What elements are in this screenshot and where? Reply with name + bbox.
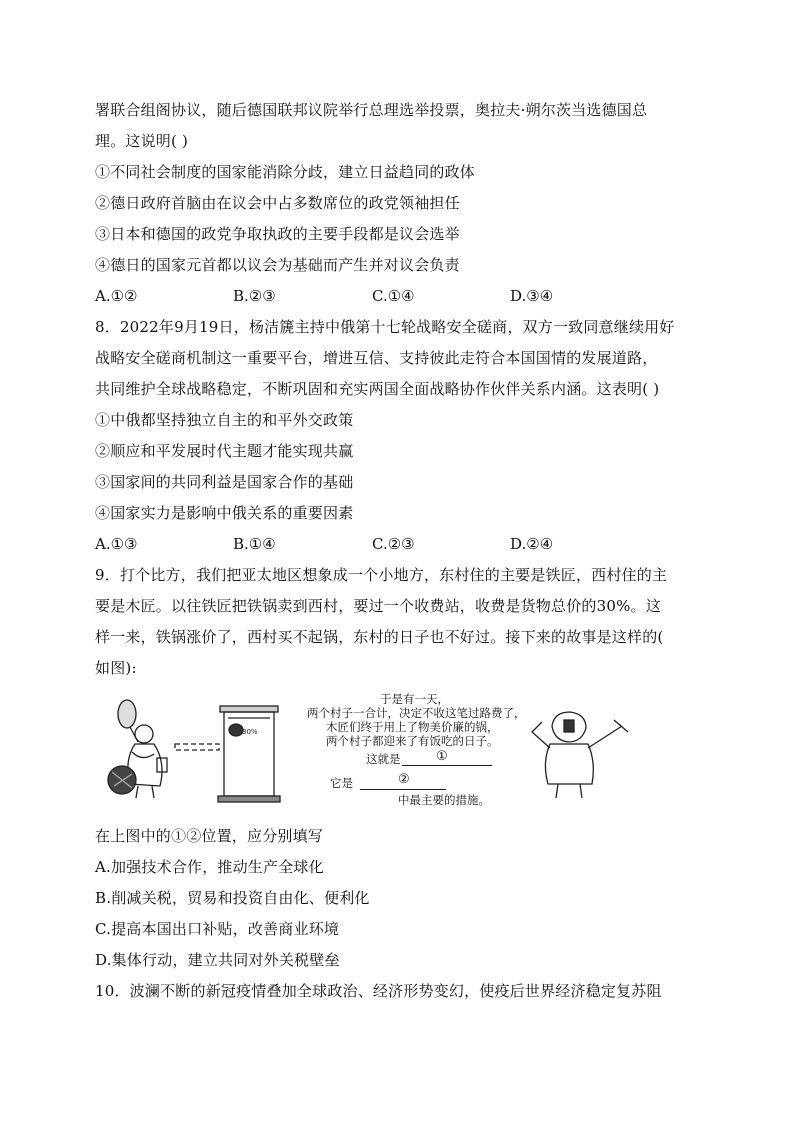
option-a: A.①③ <box>95 535 138 553</box>
option-b: B.削减关税，贸易和投资自由化、便利化 <box>95 889 370 907</box>
option-d: D.③④ <box>510 287 554 305</box>
option-a: A.①② <box>95 287 138 305</box>
caption-line: 两个村子都迎来了有饭吃的日子。 <box>326 734 499 748</box>
carpenter-drawing <box>532 712 628 798</box>
option-b: B.①④ <box>233 535 276 553</box>
caption-this-is: 这就是 <box>366 752 401 766</box>
blank-2 <box>360 789 446 790</box>
question-8: 8．2022年9月19日，杨洁篪主持中俄第十七轮战略安全磋商，双方一致同意继续用好 <box>95 318 675 336</box>
statement: ②德日政府首脑由在议会中占多数席位的政党领袖担任 <box>95 194 460 212</box>
option-c: C.①④ <box>372 287 415 305</box>
option-a: A.加强技术合作，推动生产全球化 <box>95 858 324 876</box>
text-line: 署联合组阁协议，随后德国联邦议院举行总理选举投票，奥拉夫·朔尔茨当选德国总 <box>95 101 648 119</box>
text-line: 要是木匠。以往铁匠把铁锅卖到西村，要过一个收费站，收费是货物总价的30%。这 <box>95 597 661 615</box>
statement: ③国家间的共同利益是国家合作的基础 <box>95 473 354 491</box>
caption-line: 木匠们终于用上了物美价廉的锅， <box>326 720 499 734</box>
question-prompt: 在上图中的①②位置，应分别填写 <box>95 827 324 845</box>
blank-1-marker: ① <box>436 749 448 764</box>
toll-booth-drawing <box>175 706 280 802</box>
option-d: D.集体行动，建立共同对外关税壁垒 <box>95 951 340 969</box>
booth-label: 30% <box>242 728 258 736</box>
question-10: 10．波澜不断的新冠疫情叠加全球政治、经济形势变幻，使疫后世界经济稳定复苏阻 <box>95 982 662 1000</box>
statement: ④德日的国家元首都以议会为基础而产生并对议会负责 <box>95 256 460 274</box>
statement: ①中俄都坚持独立自主的和平外交政策 <box>95 411 354 429</box>
statement: ①不同社会制度的国家能消除分歧，建立日益趋同的政体 <box>95 163 476 181</box>
text-line: 战略安全磋商机制这一重要平台，增进互信、支持彼此走符合本国国情的发展道路， <box>95 349 658 367</box>
caption-it-is: 它是 <box>330 776 353 790</box>
text-line: 样一来，铁锅涨价了，西村买不起锅，东村的日子也不好过。接下来的故事是这样的( <box>95 628 664 646</box>
option-b: B.②③ <box>233 287 276 305</box>
blank-2-marker: ② <box>398 772 410 787</box>
text-line: 共同维护全球战略稳定，不断巩固和充实两国全面战略协作伙伴关系内涵。这表明( ) <box>95 380 660 398</box>
option-c: C.提高本国出口补贴，改善商业环境 <box>95 920 340 938</box>
option-d: D.②④ <box>510 535 554 553</box>
statement: ③日本和德国的政党争取执政的主要手段都是议会选举 <box>95 225 460 243</box>
caption-line: 中最主要的措施。 <box>398 793 490 807</box>
statement: ②顺应和平发展时代主题才能实现共赢 <box>95 442 354 460</box>
question-9: 9．打个比方，我们把亚太地区想象成一个小地方，东村住的主要是铁匠，西村住的主 <box>95 566 668 584</box>
blank-1 <box>402 765 492 766</box>
caption-line: 两个村子一合计，决定不收这笔过路费了， <box>307 706 526 720</box>
cartoon-figure <box>102 692 642 812</box>
blacksmith-drawing <box>108 700 167 798</box>
statement: ④国家实力是影响中俄关系的重要因素 <box>95 504 354 522</box>
text-line: 如图): <box>95 659 137 677</box>
caption-line: 于是有一天， <box>380 692 449 706</box>
text-line: 理。这说明( ) <box>95 132 189 150</box>
option-c: C.②③ <box>372 535 415 553</box>
